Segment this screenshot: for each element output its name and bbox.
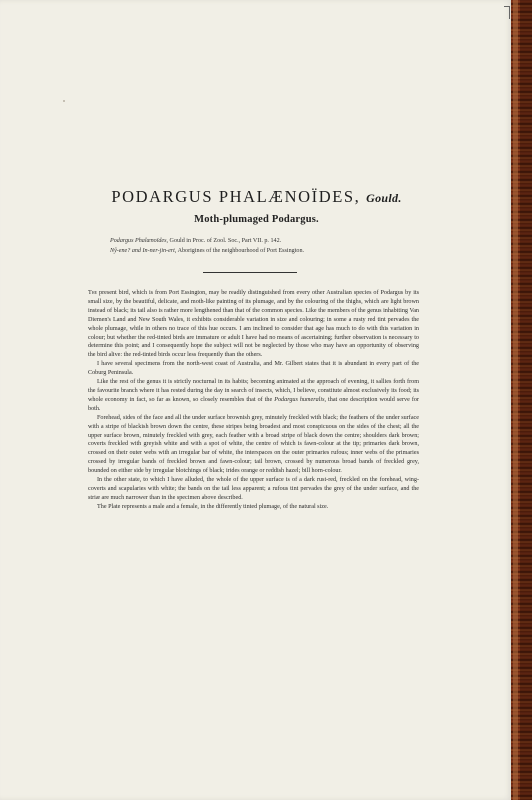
- book-edge-gilt: [513, 0, 518, 800]
- paragraph-3-species: Podargus humeralis: [274, 396, 325, 403]
- species-author: Gould.: [366, 191, 402, 205]
- paragraph-1-lead: The: [88, 290, 98, 296]
- paragraph-3-b: , that one description would serve for both.: [88, 396, 419, 412]
- paragraph-4: Forehead, sides of the face and all the under surface brownish grey, minutely freckled with black; the feathers of the under surface with a stripe of blackish brown down the centre, these stripes being broadest and most conspicuous on the sides of the chest; all the upper surface brown, minutely freckled with grey, each feather with a broad stripe of black down the centre; shoulders dark brown; coverts freckled with greyish white and with a spot of white, the centre of which is fawn-colour at the tip; primaries dark brown, crossed on their outer webs with an irregular bar of white, the interspaces on the outer primaries rufous; inner webs of the primaries crossed by irregular bands of freckled brown and fawn-colour; tail brown, crossed by numerous broad bands of freckled grey, bounded on either side by irregular blotchings of black; irides orange or reddish hazel; bill horn-colour.: [88, 414, 419, 475]
- description-text: [88, 289, 419, 512]
- paragraph-3-a: Like the rest of the genus it is strictly nocturnal in its habits; becoming animated at the approach of evening, it sallies forth from the favourite branch where it has rested during the day in search of insects, which, I believe, constitute almost exclusively its food; its whole economy in fact, so far as known, so closely resembles that of the: [88, 379, 419, 403]
- paragraph-2: I have several specimens from the north-west coast of Australia, and Mr. Gilbert states that it is abundant in every part of the Coburg Peninsula.: [88, 361, 419, 377]
- synonym-line-2: [110, 248, 450, 254]
- divider-rule: [203, 272, 297, 273]
- book-edge-shadow: [520, 0, 532, 800]
- paper-speck: [63, 100, 65, 102]
- synonym-1-name: Podargus Phalænoïdes,: [110, 238, 169, 244]
- paragraph-5: In the other state, to which I have alluded, the whole of the upper surface is of a dark rust-red, freckled on the forehead, wing-coverts and scapularies with white; the bands on the tail less apparent; a rufous tint pervades the grey of the under surface, and the striæ are much narrower than in the specimen above described.: [88, 477, 419, 501]
- common-name: Moth-plumaged Podargus.: [194, 214, 319, 225]
- page-title: [0, 187, 513, 207]
- paragraph-1-text: present bird, which is from Port Essington, may be readily distinguished from every other Australian species of Podargus by its small size, by the beautiful, delicate, and moth-like painting of its plumage, and by the colouring of the thighs, which are light brown instead of black; its tail also is rather more lengthened than that of the common species. Like the members of the genus inhabiting Van Diemen's Land and New South Wales, it exhibits considerable variation in size and colouring; in some a rusty red tint pervades the whole plumage, while in others no trace of this hue occurs. I am inclined to consider that age has much to do with this variation in colour; but whether the red-tinted birds are immature or adult I have had no means of ascertaining; further observation is necessary to determine this point; and I consequently hope the subject will not be neglected by those who may have an opportunity of observing the bird alive: the red-tinted birds occur less frequently than the others.: [88, 290, 419, 359]
- synonym-line-1: [110, 238, 450, 244]
- paragraph-1: [88, 289, 419, 360]
- synonym-2-reference: Aborigines of the neighbourhood of Port Essington.: [176, 248, 305, 254]
- paragraph-3: [88, 378, 419, 414]
- synonym-2-name: Nŷ-ene? and In-ner-jin-ert,: [110, 248, 177, 254]
- species-name: PODARGUS PHALÆNOÏDES,: [111, 187, 361, 206]
- synonym-1-reference: Gould in Proc. of Zool. Soc., Part VII. p. 142.: [168, 238, 282, 244]
- paragraph-6: The Plate represents a male and a female, in the differently tinted plumage, of the natural size.: [97, 503, 329, 510]
- page-corner-mark: [504, 6, 510, 19]
